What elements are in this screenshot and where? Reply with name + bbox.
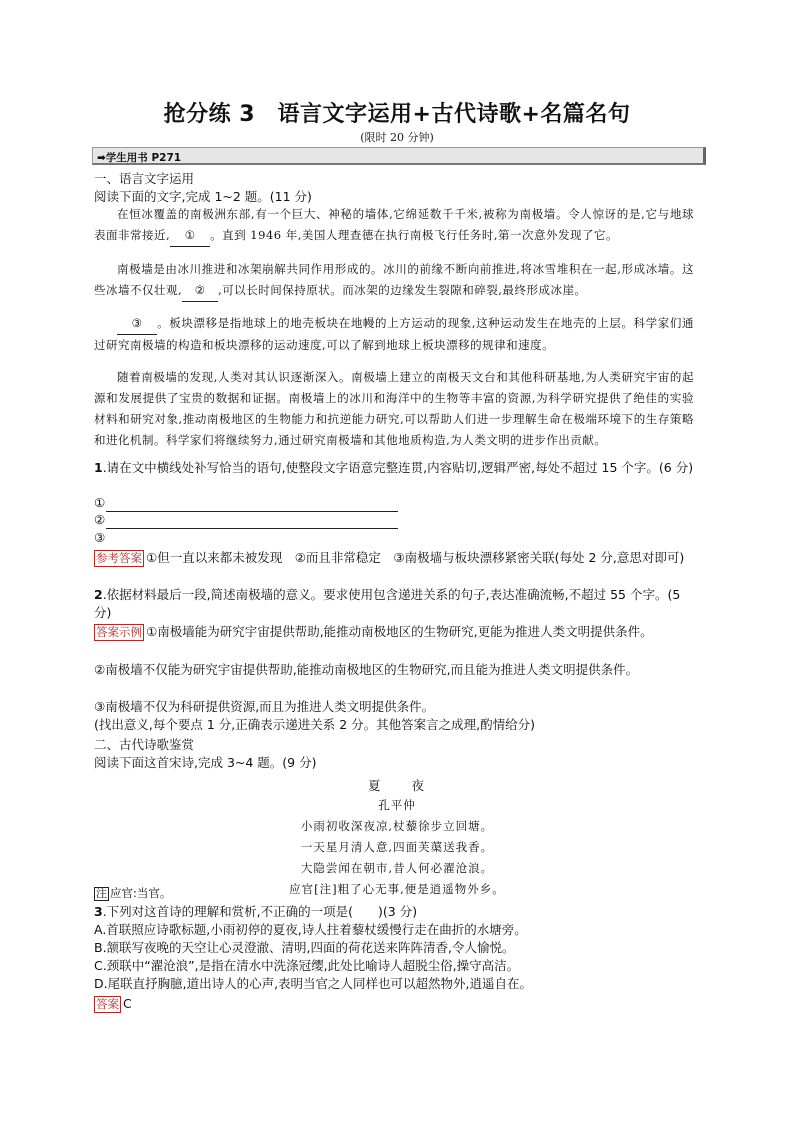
poem-line-3: 大隐尝闻在朝市,昔人何必濯沧浪。 — [300, 861, 494, 875]
answer-1: 参考答案 ①但一直以来都未被发现 ②而且非常稳定 ③南极墙与板块漂移紧密关联(每处 2 分,意思对即可) — [96, 550, 685, 565]
poem-note: 注 应官:当官。 — [96, 886, 172, 900]
passage-paragraph-4: 随着南极墙的发现,人类对其认识逐渐深入。南极墙上建立的南极天文台和其他科研基地,为人类研究宇宙的起源和发展提供了宝贵的数据和证据。南极墙上的冰川和海洋中的生物等丰富的资源,为科学研究提供了绝佳的实验材料和研究对象,推动南极地区的生物能力和抗逆能力研究,可以帮助人们进一步理解生命在极端环境下的生存策略和进化机制。科学家们将继续努力,通过研究南极墙和其他地质构造,为人类文明的进步作出贡献。 — [94, 370, 694, 447]
section1-heading: 一、语言文字运用 — [94, 171, 195, 186]
blank-1: ① — [170, 225, 210, 247]
page-title: 抢分练 3 语言文字运用+古代诗歌+名篇名句 — [163, 102, 631, 127]
blank-3: ③ — [117, 313, 157, 335]
poem-line-1: 小雨初收深夜凉,杖藜徐步立回塘。 — [300, 819, 494, 833]
answer-example-tag: 答案示例 — [96, 625, 142, 639]
question-1: 1.请在文中横线处补写恰当的语句,使整段文字语意完整连贯,内容贴切,逻辑严密,每处不超过 15 个字。(6 分) — [94, 460, 694, 475]
answer-line-2-mark: ② — [94, 512, 106, 527]
student-book-bar — [92, 147, 706, 165]
poem-line-4: 应官[注]粗了心无事,便是逍遥物外乡。 — [289, 882, 505, 896]
answer-tag-3: 答案 — [96, 997, 119, 1011]
section2-instruction: 阅读下面这首宋诗,完成 3~4 题。(9 分) — [94, 755, 317, 770]
answer-line-3-mark: ③ — [94, 530, 106, 545]
option-a: A.首联照应诗歌标题,小雨初停的夏夜,诗人拄着藜杖缓慢行走在曲折的水塘旁。 — [94, 922, 527, 937]
answer-line-1 — [106, 510, 398, 512]
answer-line-2 — [106, 527, 398, 529]
option-c: C.颈联中“濯沧浪”,是指在清水中洗涤冠缨,此处比喻诗人超脱尘俗,操守高洁。 — [94, 958, 520, 973]
passage-paragraph-1: 在恒冰覆盖的南极洲东部,有一个巨大、神秘的墙体,它绵延数千千米,被称为南极墙。令人惊讶的是,它与地球表面非常接近, ① 。直到 1946 年,美国人理查德在执行南极飞行任务时,第一次意外发现了它。 — [94, 204, 694, 247]
answer-tag: 参考答案 — [96, 551, 142, 565]
poem-line-2: 一天星月清人意,四面芙蕖送我香。 — [300, 840, 494, 854]
answer-2-option-3: ③南极墙不仅为科研提供资源,而且为推进人类文明提供条件。 — [94, 699, 435, 714]
option-b: B.颔联写夜晚的天空让心灵澄澈、清明,四面的荷花送来阵阵清香,令人愉悦。 — [94, 940, 515, 955]
blank-2: ② — [182, 280, 218, 302]
answer-line-1-mark: ① — [94, 495, 106, 510]
scoring-note: (找出意义,每个要点 1 分,正确表示递进关系 2 分。其他答案言之成理,酌情给分) — [94, 717, 535, 732]
poem-author: 孔平仲 — [378, 798, 416, 812]
note-marker: 注 — [96, 887, 107, 900]
question-2: 2.依据材料最后一段,简述南极墙的意义。要求使用包含递进关系的句子,表达准确流畅,不超过 55 个字。(5 分) — [94, 587, 681, 620]
passage-paragraph-3: ③ 。板块漂移是指地球上的地壳板块在地幔的上方运动的现象,这种运动发生在地壳的上层。科学家们通过研究南极墙的构造和板块漂移的运动速度,可以了解到地球上板块漂移的规律和速度。 — [94, 313, 694, 356]
time-limit: (限时 20 分钟) — [360, 131, 434, 144]
poem-title: 夏 夜 — [367, 778, 426, 793]
option-d: D.尾联直抒胸臆,道出诗人的心声,表明当官之人同样也可以超然物外,逍遥自在。 — [94, 976, 533, 991]
answer-2-option-2: ②南极墙不仅能为研究宇宙提供帮助,能推动南极地区的生物研究,而且能为推进人类文明提供条件。 — [94, 662, 639, 677]
passage-paragraph-2: 南极墙是由冰川推进和冰架崩解共同作用形成的。冰川的前缘不断向前推进,将冰雪堆积在一起,形成冰墙。这些冰墙不仅壮观, ② ,可以长时间保持原状。而冰架的边缘发生裂隙和碎裂,最终形成冰崖。 — [94, 259, 694, 302]
section2-heading: 二、古代诗歌鉴赏 — [94, 737, 195, 752]
student-book-ref: ➡学生用书 P271 — [97, 152, 182, 164]
answer-3: 答案 C — [96, 996, 132, 1011]
section1-instruction: 阅读下面的文字,完成 1~2 题。(11 分) — [94, 189, 312, 204]
answer-2: 答案示例 ①南极墙能为研究宇宙提供帮助,能推动南极地区的生物研究,更能为推进人类文明提供条件。 — [96, 624, 653, 639]
question-3: 3.下列对这首诗的理解和赏析,不正确的一项是( )(3 分) — [94, 904, 418, 919]
